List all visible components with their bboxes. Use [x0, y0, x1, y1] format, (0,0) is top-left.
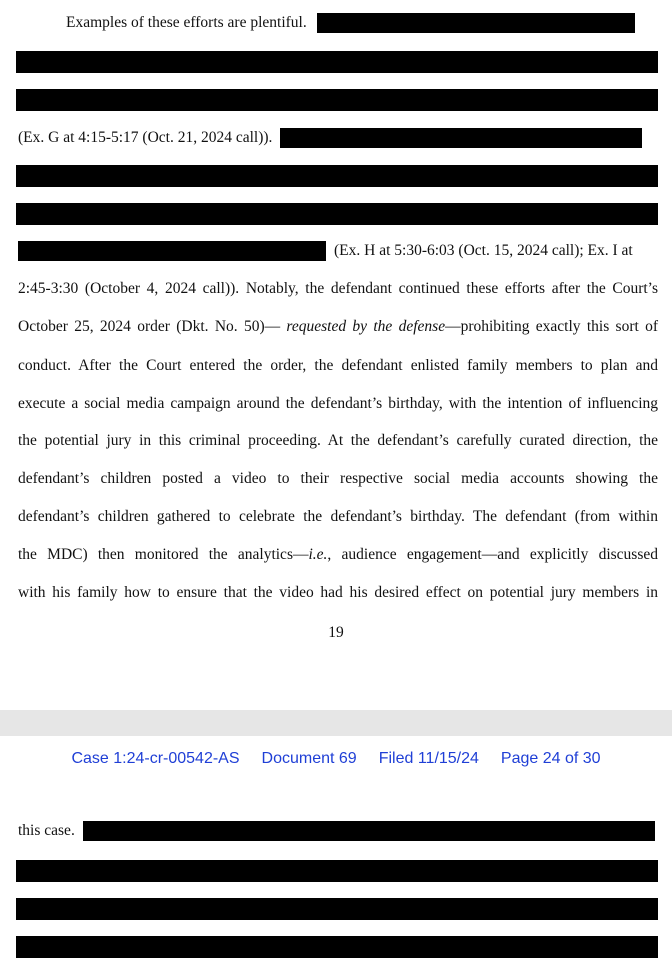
- text-line-9: October 25, 2024 order (Dkt. No. 50)— requested by the defense—prohibiting exactly this sort of: [18, 318, 659, 335]
- text-line-8: 2:45-3:30 (October 4, 2024 call)). Notably, the defendant continued these efforts after the Court’s: [18, 280, 658, 297]
- text-line-13: defendant’s children posted a video to their respective social media accounts showing the: [18, 470, 658, 487]
- page-count-link[interactable]: Page 24 of 30: [500, 750, 601, 767]
- text-line-12: the potential jury in this criminal proceeding. At the defendant’s carefully curated direction, the: [18, 432, 658, 449]
- redaction-bar: [16, 165, 658, 187]
- text-line-11: execute a social media campaign around the defendant’s birthday, with the intention of influencing: [18, 395, 658, 412]
- text-segment: (Ex. G at 4:15-5:17 (Oct. 21, 2024 call)).: [18, 129, 273, 146]
- text-line-p2-1: [18, 821, 658, 841]
- redaction-bar: [16, 203, 658, 225]
- italic-phrase: i.e.: [308, 546, 328, 563]
- text-segment: Examples of these efforts are plentiful.: [66, 14, 307, 31]
- text-line-4: [18, 128, 658, 148]
- text-line-1: [66, 13, 658, 33]
- redaction-bar: [16, 936, 658, 958]
- text-line-16: with his family how to ensure that the video had his desired effect on potential jury members in: [18, 584, 658, 601]
- case-number-link[interactable]: Case 1:24-cr-00542-AS: [71, 750, 240, 767]
- text-line-14: defendant’s children gathered to celebrate the defendant’s birthday. The defendant (from within: [18, 508, 658, 525]
- page-separator: [0, 710, 672, 736]
- redaction-bar: [16, 51, 658, 73]
- text-segment: this case.: [18, 822, 75, 839]
- redaction-bar: [16, 898, 658, 920]
- redaction-bar: [16, 89, 658, 111]
- redaction-bar: [18, 241, 326, 261]
- text-line-7: [18, 241, 658, 261]
- redaction-bar: [317, 13, 635, 33]
- filed-date-link[interactable]: Filed 11/15/24: [378, 750, 479, 767]
- text-segment: (Ex. H at 5:30-6:03 (Oct. 15, 2024 call); Ex. I at: [334, 242, 633, 259]
- redaction-bar: [83, 821, 655, 841]
- document-page-lower: [0, 736, 672, 970]
- text-line-10: conduct. After the Court entered the order, the defendant enlisted family members to plan and: [18, 357, 658, 374]
- pdf-header: [0, 750, 672, 768]
- page-number: 19: [328, 624, 344, 641]
- redaction-bar: [280, 128, 642, 148]
- text-line-15: the MDC) then monitored the analytics—i.e., audience engagement—and explicitly discussed: [18, 546, 658, 563]
- redaction-bar: [16, 860, 658, 882]
- document-number-link[interactable]: Document 69: [261, 750, 357, 767]
- italic-phrase: requested by the defense: [286, 318, 446, 335]
